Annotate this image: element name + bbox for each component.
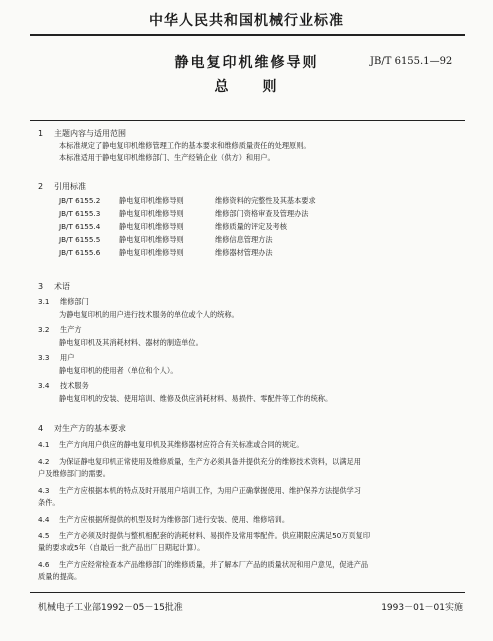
reference-entry bbox=[59, 209, 308, 219]
reference-name: 静电复印机维修导则 bbox=[119, 235, 184, 244]
document-subtitle bbox=[0, 76, 493, 96]
term-definition: 为静电复印机的用户进行技术服务的单位或个人的统称。 bbox=[59, 310, 239, 319]
clause-text: 户及维修部门的需要。 bbox=[38, 469, 110, 478]
section-number: 1 bbox=[38, 129, 44, 138]
reference-name: 静电复印机维修导则 bbox=[119, 248, 184, 257]
term-name: 用户 bbox=[60, 353, 75, 362]
clause-number: 4.4 bbox=[38, 515, 50, 524]
section-heading bbox=[38, 181, 86, 192]
reference-code: JB/T 6155.6 bbox=[59, 248, 101, 257]
clause-text: 条件。 bbox=[38, 498, 60, 507]
section-title: 引用标准 bbox=[54, 182, 86, 191]
title-rule bbox=[30, 120, 465, 121]
reference-entry bbox=[59, 248, 273, 258]
term-number: 3.3 bbox=[38, 353, 50, 362]
term-definition: 静电复印机的使用者（单位和个人）。 bbox=[59, 366, 178, 375]
clause-number: 4.5 bbox=[38, 531, 50, 540]
section-heading bbox=[38, 281, 70, 292]
term-name: 技术服务 bbox=[60, 381, 89, 390]
reference-code: JB/T 6155.4 bbox=[59, 222, 101, 231]
reference-topic: 维修信息管理方法 bbox=[215, 235, 273, 244]
clause-text: 生产方应经常检查本产品维修部门的维修质量，并了解本厂产品的质量状况和用户意见，促进产品 bbox=[59, 560, 369, 569]
term-definition: 静电复印机的安装、使用培训、维修及供应消耗材料、易损件、零配件等工作的统称。 bbox=[59, 394, 333, 403]
clause-text: 为保证静电复印机正常使用及维修质量，生产方必须具备并提供充分的维修技术资料，以满足用 bbox=[59, 457, 361, 466]
standard-number: JB/T 6155.1—92 bbox=[370, 56, 453, 67]
section-number: 4 bbox=[38, 424, 44, 433]
reference-code: JB/T 6155.2 bbox=[59, 196, 101, 205]
term-number: 3.1 bbox=[38, 297, 50, 306]
section-number: 2 bbox=[38, 182, 44, 191]
clause-text: 生产方应根据所提供的机型及时为维修部门进行安装、使用、维修培训。 bbox=[59, 515, 290, 524]
section-heading bbox=[38, 128, 126, 139]
clause-number: 4.1 bbox=[38, 440, 50, 449]
reference-entry bbox=[59, 222, 287, 232]
reference-code: JB/T 6155.3 bbox=[59, 209, 101, 218]
section-heading bbox=[38, 423, 126, 434]
clause-text: 生产方必须及时提供与整机相配套的消耗材料、易损件及常用零配件。供应期限应满足50万页复印 bbox=[59, 531, 371, 540]
clause-text: 质量的提高。 bbox=[38, 572, 82, 581]
term-name: 维修部门 bbox=[60, 297, 89, 306]
section-number: 3 bbox=[38, 282, 44, 291]
term-name: 生产方 bbox=[60, 325, 82, 334]
effective-date: 1993－01－01实施 bbox=[381, 603, 463, 613]
section-title: 主题内容与适用范围 bbox=[54, 129, 126, 138]
clause-text: 量的要求或5年（自最后一批产品出厂日期起计算）。 bbox=[38, 543, 205, 552]
standard-category-header: 中华人民共和国机械行业标准 bbox=[149, 13, 344, 29]
clause-number: 4.6 bbox=[38, 560, 50, 569]
footer-rule bbox=[30, 592, 465, 593]
subtitle-char: 总 bbox=[214, 79, 231, 95]
reference-topic: 维修部门资格审查及管理办法 bbox=[215, 209, 309, 218]
reference-name: 静电复印机维修导则 bbox=[119, 222, 184, 231]
reference-entry bbox=[59, 235, 273, 245]
reference-name: 静电复印机维修导则 bbox=[119, 196, 184, 205]
subtitle-char: 则 bbox=[262, 79, 279, 95]
clause-text: 生产方向用户供应的静电复印机及其维修器材应符合有关标准或合同的规定。 bbox=[59, 440, 304, 449]
term-number: 3.2 bbox=[38, 325, 50, 334]
reference-entry bbox=[59, 196, 316, 206]
section-title: 术语 bbox=[54, 282, 70, 291]
header-rule bbox=[30, 34, 465, 36]
document-title: 静电复印机维修导则 bbox=[174, 55, 319, 71]
clause-text: 生产方应根据本机的特点及时开展用户培训工作，为用户正确掌握使用、维护保养方法提供学习 bbox=[59, 486, 361, 495]
term-definition: 静电复印机及其消耗材料、器材的制造单位。 bbox=[59, 338, 203, 347]
reference-topic: 维修器材管理办法 bbox=[215, 248, 273, 257]
clause-number: 4.3 bbox=[38, 486, 50, 495]
reference-name: 静电复印机维修导则 bbox=[119, 209, 184, 218]
scope-line: 本标准适用于静电复印机维修部门、生产经销企业（供方）和用户。 bbox=[59, 153, 275, 162]
section-title: 对生产方的基本要求 bbox=[54, 424, 126, 433]
term-number: 3.4 bbox=[38, 381, 50, 390]
reference-topic: 维修质量的评定及考核 bbox=[215, 222, 287, 231]
scope-line: 本标准规定了静电复印机维修管理工作的基本要求和维修质量责任的处理原则。 bbox=[59, 141, 311, 150]
clause-number: 4.2 bbox=[38, 457, 50, 466]
reference-code: JB/T 6155.5 bbox=[59, 235, 101, 244]
approval-date: 机械电子工业部1992－05－15批准 bbox=[38, 603, 183, 613]
reference-topic: 维修资料的完整性及其基本要求 bbox=[215, 196, 316, 205]
